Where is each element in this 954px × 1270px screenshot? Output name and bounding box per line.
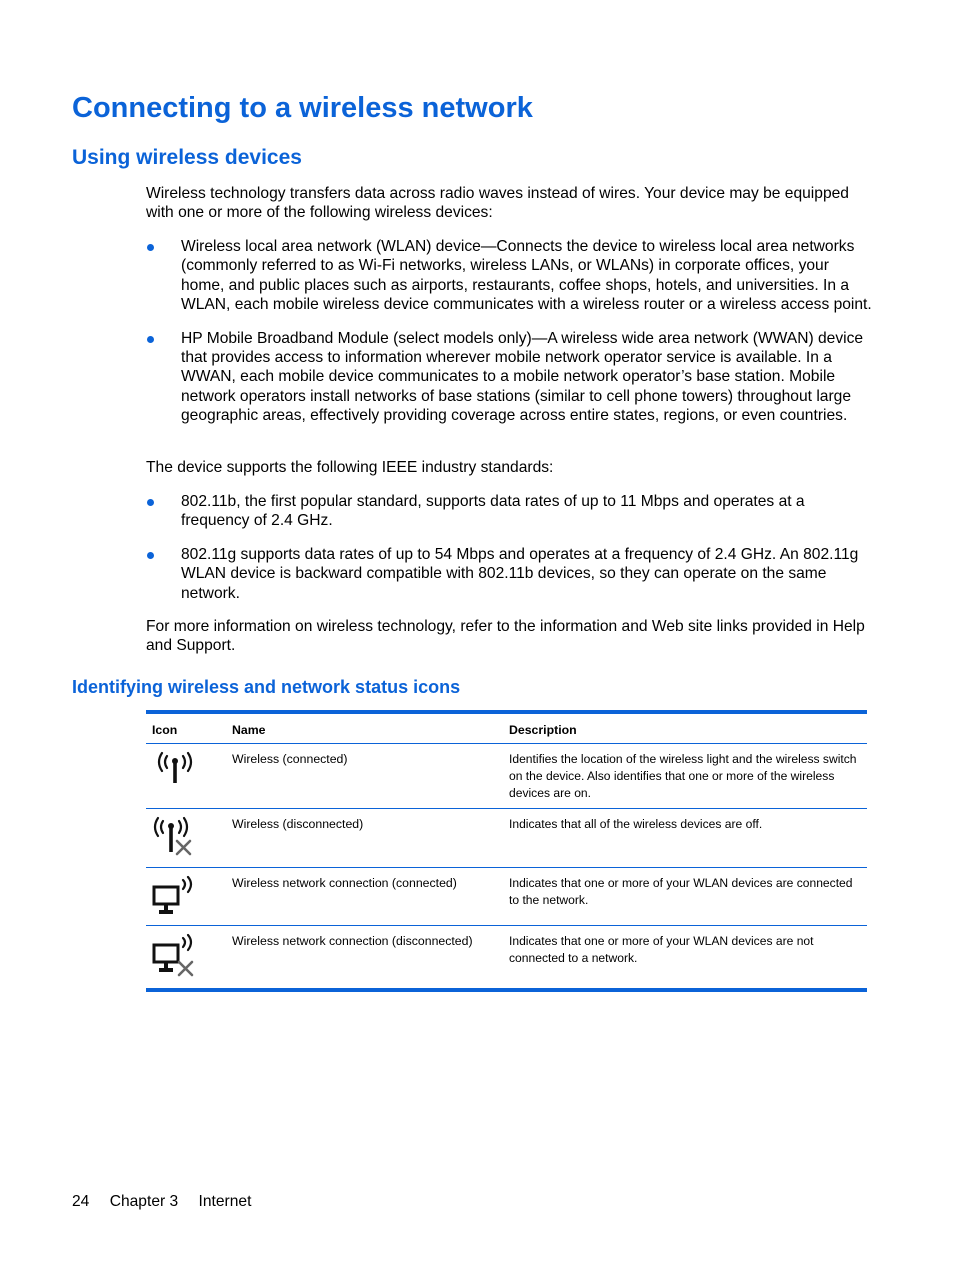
row-description-text: Indicates that all of the wireless devices are off. xyxy=(509,817,763,831)
chapter-title: Internet xyxy=(198,1193,252,1210)
row-description-text: Identifies the location of the wireless light and the wireless switch on the device. Also identifies that one or more of the wireless devices are on. xyxy=(509,752,857,800)
list-item-text: 802.11b, the first popular standard, supports data rates of up to 11 Mbps and operates at a frequency of 2.4 GHz. xyxy=(181,493,805,530)
page-title: Connecting to a wireless network xyxy=(72,92,533,124)
section-title: Using wireless devices xyxy=(72,146,302,169)
device-list xyxy=(146,237,872,425)
row-name: Wireless network connection (connected) xyxy=(232,876,457,890)
table-row xyxy=(146,809,867,868)
bullet-icon xyxy=(147,244,154,251)
row-description xyxy=(503,809,867,868)
more-info-paragraph: For more information on wireless technology, refer to the information and Web site links provided in Help and Support. xyxy=(146,618,865,655)
page-footer xyxy=(72,1193,267,1211)
list-item-text: HP Mobile Broadband Module (select models only)—A wireless wide area network (WWAN) device that provides access to information wherever mobile network operator service is available. In a WWAN, each mobile device communicates to a mobile network operator’s base station. Mobile network operators install networks of base stations (similar to cell phone towers) throughout large geographic areas, effectively providing coverage across entire states, regions, or even countries. xyxy=(181,329,864,424)
standards-list xyxy=(146,492,872,603)
row-description-text: Indicates that one or more of your WLAN devices are not connected to a network. xyxy=(509,934,814,965)
wireless-connected-icon xyxy=(150,748,200,792)
icon-cell xyxy=(146,926,226,990)
icon-cell xyxy=(146,809,226,868)
row-description xyxy=(503,744,867,809)
list-item xyxy=(146,545,872,603)
row-name: Wireless (disconnected) xyxy=(232,817,364,831)
network-connected-icon xyxy=(150,872,200,920)
subsection-title: Identifying wireless and network status icons xyxy=(72,677,461,697)
network-disconnected-icon xyxy=(150,930,200,980)
row-description xyxy=(503,926,867,990)
status-icons-table xyxy=(146,710,867,992)
table-row xyxy=(146,926,867,990)
bullet-icon xyxy=(147,336,154,343)
column-header-icon: Icon xyxy=(152,722,178,737)
list-item xyxy=(146,237,872,314)
list-item xyxy=(146,329,872,425)
row-name: Wireless network connection (disconnected) xyxy=(232,934,473,948)
icon-cell xyxy=(146,744,226,809)
bullet-icon xyxy=(147,552,154,559)
standards-intro: The device supports the following IEEE industry standards: xyxy=(146,459,554,476)
row-description xyxy=(503,868,867,926)
page-number: 24 xyxy=(72,1193,90,1210)
icon-cell xyxy=(146,868,226,926)
list-item xyxy=(146,492,872,531)
table-row xyxy=(146,744,867,809)
row-description-text: Indicates that one or more of your WLAN devices are connected to the network. xyxy=(509,876,853,907)
list-item-text: Wireless local area network (WLAN) device—Connects the device to wireless local area networks (commonly referred to as Wi-Fi networks, wireless LANs, or WLANs) in corporate offices, your home, and public places such as airports, restaurants, coffee shops, hotels, and universities. In a WLAN, each mobile wireless device communicates with a wireless router or a wireless access point. xyxy=(181,238,872,313)
row-name: Wireless (connected) xyxy=(232,752,348,766)
column-header-description: Description xyxy=(509,722,577,737)
wireless-disconnected-icon xyxy=(150,813,200,861)
column-header-name: Name xyxy=(232,722,266,737)
list-item-text: 802.11g supports data rates of up to 54 Mbps and operates at a frequency of 2.4 GHz. An 802.11g WLAN device is backward compatible with 802.11b devices, so they can operate on the same network. xyxy=(181,546,859,602)
table-row xyxy=(146,868,867,926)
chapter-label: Chapter 3 xyxy=(109,1193,179,1210)
bullet-icon xyxy=(147,499,154,506)
intro-paragraph: Wireless technology transfers data across radio waves instead of wires. Your device may be equipped with one or more of the following wireless devices: xyxy=(146,185,849,222)
table-header-row xyxy=(146,712,867,744)
